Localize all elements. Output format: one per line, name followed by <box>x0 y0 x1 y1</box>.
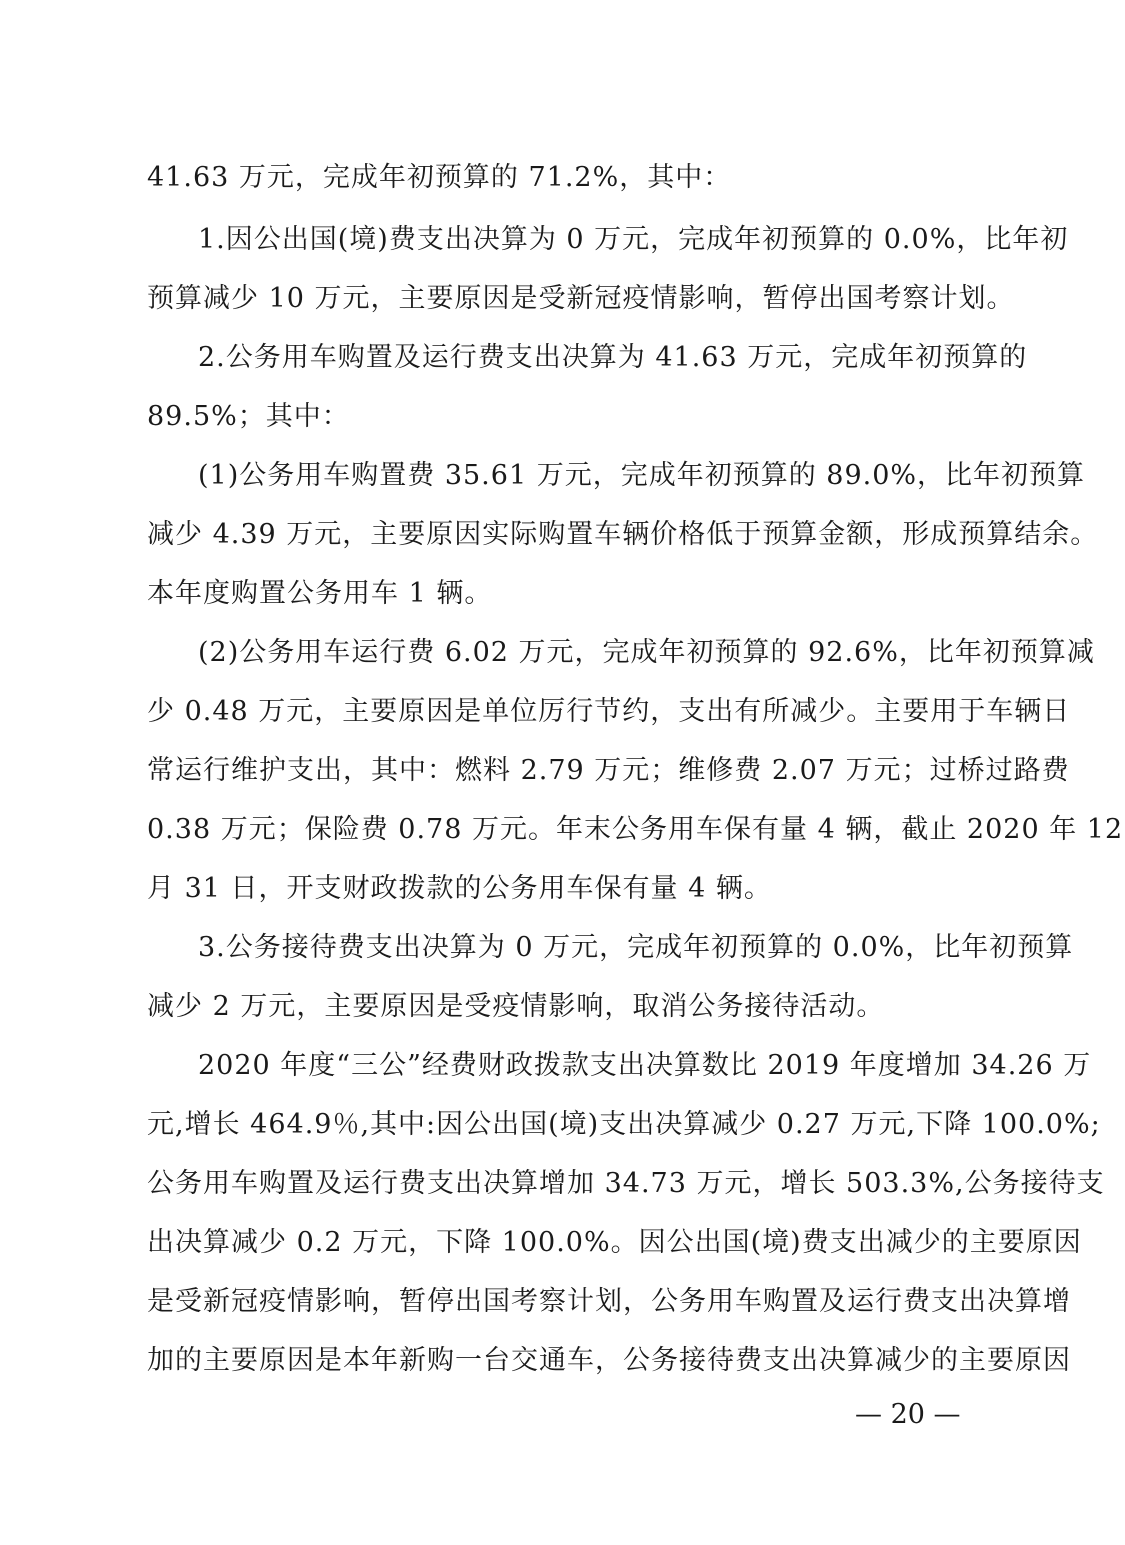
text-line: 2020 年度“三公”经费财政拨款支出决算数比 2019 年度增加 34.26 万 <box>198 1050 1092 1081</box>
text-line: 减少 2 万元，主要原因是受疫情影响，取消公务接待活动。 <box>147 991 885 1022</box>
text-line: (1)公务用车购置费 35.61 万元，完成年初预算的 89.0%，比年初预算 <box>198 460 1086 491</box>
text-line: 元,增长 464.9％,其中:因公出国(境)支出决算减少 0.27 万元,下降 100.0%; <box>147 1109 1101 1140</box>
text-line: 常运行维护支出，其中：燃料 2.79 万元；维修费 2.07 万元；过桥过路费 <box>147 755 1070 786</box>
text-line: 月 31 日，开支财政拨款的公务用车保有量 4 辆。 <box>147 873 772 904</box>
text-line: 3.公务接待费支出决算为 0 万元，完成年初预算的 0.0%，比年初预算 <box>198 932 1074 963</box>
text-line: 出决算减少 0.2 万元，下降 100.0%。因公出国(境)费支出减少的主要原因 <box>147 1227 1082 1258</box>
text-line: 加的主要原因是本年新购一台交通车，公务接待费支出决算减少的主要原因 <box>147 1345 1071 1376</box>
text-line: 预算减少 10 万元，主要原因是受新冠疫情影响，暂停出国考察计划。 <box>147 283 1015 314</box>
text-line: 公务用车购置及运行费支出决算增加 34.73 万元，增长 503.3%,公务接待支 <box>147 1168 1105 1199</box>
text-line: 本年度购置公务用车 1 辆。 <box>147 578 493 609</box>
text-line: 2.公务用车购置及运行费支出决算为 41.63 万元，完成年初预算的 <box>198 342 1028 373</box>
text-line: 41.63 万元，完成年初预算的 71.2%，其中： <box>147 162 732 193</box>
text-line: 89.5%；其中： <box>147 401 350 432</box>
text-line: 0.38 万元；保险费 0.78 万元。年末公务用车保有量 4 辆，截止 2020 年 12 <box>147 814 1124 845</box>
page-number: — 20 — <box>855 1399 961 1430</box>
text-line: 1.因公出国(境)费支出决算为 0 万元，完成年初预算的 0.0%，比年初 <box>198 224 1069 255</box>
text-line: (2)公务用车运行费 6.02 万元，完成年初预算的 92.6%，比年初预算减 <box>198 637 1095 668</box>
text-line: 少 0.48 万元，主要原因是单位厉行节约，支出有所减少。主要用于车辆日 <box>147 696 1071 727</box>
text-line: 减少 4.39 万元，主要原因实际购置车辆价格低于预算金额，形成预算结余。 <box>147 519 1099 550</box>
text-line: 是受新冠疫情影响，暂停出国考察计划，公务用车购置及运行费支出决算增 <box>147 1286 1071 1317</box>
